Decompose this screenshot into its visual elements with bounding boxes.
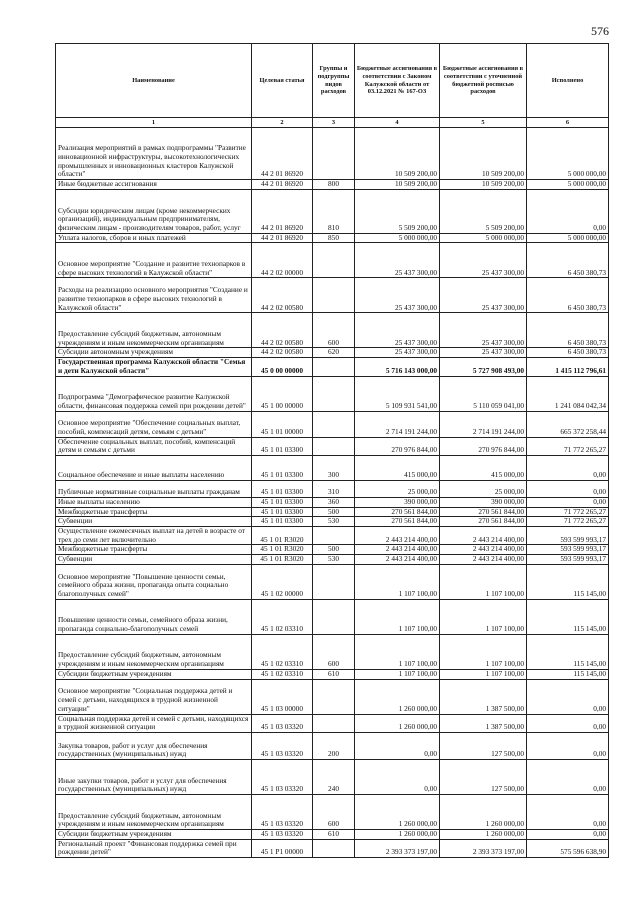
row-name-cell: Предоставление субсидий бюджетным, автономным учреждениям и иным некоммерческим организациям	[56, 634, 252, 669]
row-target-article-cell: 45 1 01 R3020	[252, 527, 313, 545]
row-executed-cell: 5 000 000,00	[527, 180, 609, 190]
row-target-article-cell: 45 1 03 03320	[252, 714, 313, 732]
row-executed-cell: 115 145,00	[527, 564, 609, 599]
header-law-allocations: Бюджетные ассигнования в соответствии с Законом Калужской области от 03.12.2021 № 167-ОЗ	[355, 44, 440, 118]
row-executed-cell: 0,00	[527, 714, 609, 732]
row-target-article-cell: 44 2 01 86920	[252, 189, 313, 233]
row-name-cell: Государственная программа Калужской области "Семья и дети Калужской области"	[56, 358, 252, 376]
row-name-cell: Основное мероприятие "Социальная поддержка детей и семей с детьми, находящихся в трудной жизненной ситуации"	[56, 679, 252, 714]
table-row	[56, 599, 609, 634]
header-name: Наименование	[56, 44, 252, 118]
row-revised-allocation-cell: 270 561 844,00	[440, 507, 527, 517]
row-law-allocation-cell: 5 109 931 541,00	[355, 376, 440, 411]
row-revised-allocation-cell: 1 107 100,00	[440, 669, 527, 679]
row-expense-group-cell	[313, 128, 355, 180]
table-row	[56, 480, 609, 497]
row-name-cell: Закупка товаров, работ и услуг для обеспечения государственных (муниципальных) нужд	[56, 732, 252, 759]
row-law-allocation-cell: 270 976 844,00	[355, 437, 440, 455]
row-target-article-cell: 45 0 00 00000	[252, 358, 313, 376]
row-expense-group-cell	[313, 564, 355, 599]
table-row	[56, 794, 609, 829]
row-name-cell: Межбюджетные трансферты	[56, 545, 252, 555]
row-law-allocation-cell: 5 000 000,00	[355, 233, 440, 243]
row-executed-cell: 0,00	[527, 189, 609, 233]
row-target-article-cell: 44 2 01 86920	[252, 233, 313, 243]
row-target-article-cell: 45 1 01 03300	[252, 455, 313, 480]
table-row	[56, 839, 609, 857]
row-revised-allocation-cell: 415 000,00	[440, 455, 527, 480]
row-executed-cell: 115 145,00	[527, 634, 609, 669]
row-law-allocation-cell: 2 443 214 400,00	[355, 555, 440, 565]
table-row	[56, 437, 609, 455]
column-number: 2	[252, 118, 313, 128]
row-law-allocation-cell: 1 260 000,00	[355, 794, 440, 829]
row-revised-allocation-cell: 5 727 908 493,00	[440, 358, 527, 376]
row-expense-group-cell	[313, 527, 355, 545]
row-revised-allocation-cell: 270 561 844,00	[440, 517, 527, 527]
row-executed-cell: 6 450 380,73	[527, 348, 609, 358]
row-law-allocation-cell: 1 260 000,00	[355, 714, 440, 732]
row-name-cell: Предоставление субсидий бюджетным, автономным учреждениям и иным некоммерческим организациям	[56, 794, 252, 829]
row-target-article-cell: 44 2 02 00000	[252, 243, 313, 278]
row-executed-cell: 0,00	[527, 497, 609, 507]
row-law-allocation-cell: 25 437 300,00	[355, 243, 440, 278]
row-name-cell: Иные бюджетные ассигнования	[56, 180, 252, 190]
row-name-cell: Субсидии бюджетным учреждениям	[56, 669, 252, 679]
row-revised-allocation-cell: 1 387 500,00	[440, 714, 527, 732]
row-target-article-cell: 45 1 01 03300	[252, 437, 313, 455]
row-expense-group-cell	[313, 679, 355, 714]
row-revised-allocation-cell: 1 107 100,00	[440, 599, 527, 634]
column-number: 1	[56, 118, 252, 128]
row-executed-cell: 115 145,00	[527, 669, 609, 679]
column-number: 5	[440, 118, 527, 128]
row-target-article-cell: 45 1 02 03310	[252, 634, 313, 669]
row-expense-group-cell: 200	[313, 732, 355, 759]
column-number-row	[56, 118, 609, 128]
row-expense-group-cell	[313, 714, 355, 732]
table-row	[56, 507, 609, 517]
row-name-cell: Уплата налогов, сборов и иных платежей	[56, 233, 252, 243]
row-expense-group-cell: 620	[313, 348, 355, 358]
row-executed-cell: 71 772 265,27	[527, 517, 609, 527]
row-revised-allocation-cell: 2 443 214 400,00	[440, 527, 527, 545]
row-name-cell: Публичные нормативные социальные выплаты гражданам	[56, 480, 252, 497]
row-name-cell: Межбюджетные трансферты	[56, 507, 252, 517]
row-target-article-cell: 45 1 03 00000	[252, 679, 313, 714]
row-executed-cell: 665 372 258,44	[527, 411, 609, 437]
row-executed-cell: 0,00	[527, 794, 609, 829]
row-executed-cell: 0,00	[527, 829, 609, 839]
table-row	[56, 128, 609, 180]
row-name-cell: Повышение ценности семьи, семейного образа жизни, пропаганда социально-благополучных семей	[56, 599, 252, 634]
header-revised-allocations: Бюджетные ассигнования в соответствии с уточненной бюджетной росписью расходов	[440, 44, 527, 118]
row-revised-allocation-cell: 5 000 000,00	[440, 233, 527, 243]
row-executed-cell: 593 599 993,17	[527, 545, 609, 555]
page-number: 576	[591, 24, 609, 38]
row-target-article-cell: 45 1 01 R3020	[252, 555, 313, 565]
row-expense-group-cell	[313, 243, 355, 278]
row-target-article-cell: 45 1 02 03310	[252, 669, 313, 679]
row-law-allocation-cell: 270 561 844,00	[355, 517, 440, 527]
row-expense-group-cell	[313, 839, 355, 857]
row-target-article-cell: 44 2 02 00580	[252, 278, 313, 313]
table-row	[56, 527, 609, 545]
row-name-cell: Расходы на реализацию основного мероприятия "Создание и развитие технопарков в сфере высоких технологий в Калужской области"	[56, 278, 252, 313]
table-row	[56, 243, 609, 278]
row-law-allocation-cell: 2 393 373 197,00	[355, 839, 440, 857]
row-expense-group-cell	[313, 599, 355, 634]
table-row	[56, 829, 609, 839]
row-revised-allocation-cell: 10 509 200,00	[440, 180, 527, 190]
row-expense-group-cell: 300	[313, 455, 355, 480]
row-executed-cell: 575 596 638,90	[527, 839, 609, 857]
row-law-allocation-cell: 1 260 000,00	[355, 679, 440, 714]
table-row	[56, 348, 609, 358]
row-law-allocation-cell: 1 107 100,00	[355, 564, 440, 599]
row-revised-allocation-cell: 1 107 100,00	[440, 634, 527, 669]
row-executed-cell: 1 241 084 042,34	[527, 376, 609, 411]
row-name-cell: Реализация мероприятий в рамках подпрограммы "Развитие инновационной инфраструктуры, высокотехнологических промышленных и инновационных кластеров Калужской области"	[56, 128, 252, 180]
row-name-cell: Иные выплаты населению	[56, 497, 252, 507]
row-target-article-cell: 45 1 02 03310	[252, 599, 313, 634]
row-executed-cell: 593 599 993,17	[527, 527, 609, 545]
column-number: 6	[527, 118, 609, 128]
row-executed-cell: 1 415 112 796,61	[527, 358, 609, 376]
row-target-article-cell: 45 1 01 R3020	[252, 545, 313, 555]
row-law-allocation-cell: 10 509 200,00	[355, 180, 440, 190]
row-expense-group-cell: 530	[313, 555, 355, 565]
row-expense-group-cell: 310	[313, 480, 355, 497]
row-executed-cell: 6 450 380,73	[527, 243, 609, 278]
row-law-allocation-cell: 5 716 143 000,00	[355, 358, 440, 376]
row-revised-allocation-cell: 5 110 059 041,00	[440, 376, 527, 411]
row-law-allocation-cell: 1 107 100,00	[355, 634, 440, 669]
budget-execution-table	[55, 43, 609, 858]
table-row	[56, 358, 609, 376]
row-expense-group-cell: 610	[313, 829, 355, 839]
table-row	[56, 517, 609, 527]
table-row	[56, 376, 609, 411]
row-executed-cell: 115 145,00	[527, 599, 609, 634]
row-revised-allocation-cell: 1 387 500,00	[440, 679, 527, 714]
row-expense-group-cell	[313, 411, 355, 437]
row-name-cell: Социальная поддержка детей и семей с детьми, находящихся в трудной жизненной ситуации	[56, 714, 252, 732]
row-executed-cell: 6 450 380,73	[527, 278, 609, 313]
row-law-allocation-cell: 1 107 100,00	[355, 669, 440, 679]
row-target-article-cell: 45 1 03 03320	[252, 759, 313, 794]
table-row	[56, 278, 609, 313]
row-expense-group-cell: 600	[313, 634, 355, 669]
row-name-cell: Субсидии юридическим лицам (кроме некоммерческих организаций), индивидуальным предпринимателям, физическим лицам - производителям товаров, работ, услуг	[56, 189, 252, 233]
table-row	[56, 545, 609, 555]
row-name-cell: Субсидии автономным учреждениям	[56, 348, 252, 358]
row-revised-allocation-cell: 5 509 200,00	[440, 189, 527, 233]
row-expense-group-cell: 850	[313, 233, 355, 243]
row-expense-group-cell: 500	[313, 507, 355, 517]
header-target-article: Целевая статья	[252, 44, 313, 118]
row-revised-allocation-cell: 1 260 000,00	[440, 794, 527, 829]
row-name-cell: Иные закупки товаров, работ и услуг для обеспечения государственных (муниципальных) нужд	[56, 759, 252, 794]
column-number: 3	[313, 118, 355, 128]
row-law-allocation-cell: 10 509 200,00	[355, 128, 440, 180]
header-expense-groups: Группы и подгруппы видов расходов	[313, 44, 355, 118]
row-revised-allocation-cell: 25 437 300,00	[440, 348, 527, 358]
row-expense-group-cell: 810	[313, 189, 355, 233]
row-expense-group-cell	[313, 376, 355, 411]
row-target-article-cell: 45 1 01 03300	[252, 507, 313, 517]
row-target-article-cell: 45 1 02 00000	[252, 564, 313, 599]
row-name-cell: Предоставление субсидий бюджетным, автономным учреждениям и иным некоммерческим организациям	[56, 313, 252, 348]
row-revised-allocation-cell: 127 500,00	[440, 759, 527, 794]
row-expense-group-cell: 360	[313, 497, 355, 507]
table-row	[56, 759, 609, 794]
row-expense-group-cell: 240	[313, 759, 355, 794]
row-executed-cell: 5 000 000,00	[527, 128, 609, 180]
row-revised-allocation-cell: 270 976 844,00	[440, 437, 527, 455]
table-row	[56, 732, 609, 759]
row-executed-cell: 71 772 265,27	[527, 437, 609, 455]
row-revised-allocation-cell: 25 437 300,00	[440, 278, 527, 313]
row-target-article-cell: 44 2 01 86920	[252, 180, 313, 190]
row-law-allocation-cell: 25 000,00	[355, 480, 440, 497]
row-executed-cell: 0,00	[527, 679, 609, 714]
row-target-article-cell: 45 1 01 00000	[252, 411, 313, 437]
row-expense-group-cell: 500	[313, 545, 355, 555]
row-target-article-cell: 45 1 01 03300	[252, 517, 313, 527]
row-law-allocation-cell: 270 561 844,00	[355, 507, 440, 517]
header-executed: Исполнено	[527, 44, 609, 118]
row-target-article-cell: 44 2 01 86920	[252, 128, 313, 180]
row-revised-allocation-cell: 2 393 373 197,00	[440, 839, 527, 857]
row-revised-allocation-cell: 25 437 300,00	[440, 313, 527, 348]
row-executed-cell: 0,00	[527, 455, 609, 480]
row-revised-allocation-cell: 2 443 214 400,00	[440, 555, 527, 565]
row-revised-allocation-cell: 10 509 200,00	[440, 128, 527, 180]
table-row	[56, 679, 609, 714]
row-law-allocation-cell: 390 000,00	[355, 497, 440, 507]
table-row	[56, 497, 609, 507]
row-revised-allocation-cell: 390 000,00	[440, 497, 527, 507]
row-revised-allocation-cell: 25 000,00	[440, 480, 527, 497]
row-name-cell: Основное мероприятие "Создание и развитие технопарков в сфере высоких технологий в Калужской области"	[56, 243, 252, 278]
row-target-article-cell: 44 2 02 00580	[252, 313, 313, 348]
row-expense-group-cell: 800	[313, 180, 355, 190]
table-row	[56, 455, 609, 480]
row-revised-allocation-cell: 2 714 191 244,00	[440, 411, 527, 437]
row-target-article-cell: 45 1 P1 00000	[252, 839, 313, 857]
table-body	[56, 128, 609, 858]
row-law-allocation-cell: 0,00	[355, 732, 440, 759]
row-law-allocation-cell: 415 000,00	[355, 455, 440, 480]
row-law-allocation-cell: 5 509 200,00	[355, 189, 440, 233]
row-name-cell: Осуществление ежемесячных выплат на детей в возрасте от трех до семи лет включительно	[56, 527, 252, 545]
row-target-article-cell: 44 2 02 00580	[252, 348, 313, 358]
row-law-allocation-cell: 25 437 300,00	[355, 348, 440, 358]
row-name-cell: Субсидии бюджетным учреждениям	[56, 829, 252, 839]
row-target-article-cell: 45 1 01 03300	[252, 480, 313, 497]
table-row	[56, 189, 609, 233]
table-row	[56, 411, 609, 437]
row-executed-cell: 0,00	[527, 759, 609, 794]
row-name-cell: Социальное обеспечение и иные выплаты населению	[56, 455, 252, 480]
row-target-article-cell: 45 1 03 03320	[252, 732, 313, 759]
table-row	[56, 714, 609, 732]
row-target-article-cell: 45 1 00 00000	[252, 376, 313, 411]
table-row	[56, 180, 609, 190]
row-name-cell: Обеспечение социальных выплат, пособий, компенсаций детям и семьям с детьми	[56, 437, 252, 455]
row-law-allocation-cell: 25 437 300,00	[355, 313, 440, 348]
table-row	[56, 555, 609, 565]
row-law-allocation-cell: 2 443 214 400,00	[355, 527, 440, 545]
row-expense-group-cell: 600	[313, 794, 355, 829]
table-row	[56, 634, 609, 669]
row-name-cell: Основное мероприятие "Повышение ценности семьи, семейного образа жизни, пропаганда опыта социально благополучных семей"	[56, 564, 252, 599]
row-revised-allocation-cell: 1 260 000,00	[440, 829, 527, 839]
row-name-cell: Субвенции	[56, 517, 252, 527]
row-executed-cell: 593 599 993,17	[527, 555, 609, 565]
table-row	[56, 669, 609, 679]
row-law-allocation-cell: 2 443 214 400,00	[355, 545, 440, 555]
row-name-cell: Основное мероприятие "Обеспечение социальных выплат, пособий, компенсаций детям, семьям с детьми"	[56, 411, 252, 437]
row-target-article-cell: 45 1 01 03300	[252, 497, 313, 507]
row-law-allocation-cell: 25 437 300,00	[355, 278, 440, 313]
row-name-cell: Региональный проект "Финансовая поддержка семей при рождении детей"	[56, 839, 252, 857]
table-row	[56, 564, 609, 599]
row-revised-allocation-cell: 127 500,00	[440, 732, 527, 759]
row-expense-group-cell	[313, 437, 355, 455]
row-expense-group-cell	[313, 278, 355, 313]
row-law-allocation-cell: 1 260 000,00	[355, 829, 440, 839]
row-law-allocation-cell: 0,00	[355, 759, 440, 794]
table-row	[56, 313, 609, 348]
row-executed-cell: 0,00	[527, 480, 609, 497]
row-expense-group-cell: 610	[313, 669, 355, 679]
row-revised-allocation-cell: 25 437 300,00	[440, 243, 527, 278]
row-revised-allocation-cell: 2 443 214 400,00	[440, 545, 527, 555]
row-expense-group-cell: 530	[313, 517, 355, 527]
table-header-row	[56, 44, 609, 118]
row-law-allocation-cell: 2 714 191 244,00	[355, 411, 440, 437]
row-executed-cell: 6 450 380,73	[527, 313, 609, 348]
row-revised-allocation-cell: 1 107 100,00	[440, 564, 527, 599]
column-number: 4	[355, 118, 440, 128]
table-row	[56, 233, 609, 243]
row-target-article-cell: 45 1 03 03320	[252, 829, 313, 839]
row-executed-cell: 5 000 000,00	[527, 233, 609, 243]
row-target-article-cell: 45 1 03 03320	[252, 794, 313, 829]
row-expense-group-cell	[313, 358, 355, 376]
row-name-cell: Подпрограмма "Демографическое развитие Калужской области, финансовая поддержка семей при рождении детей"	[56, 376, 252, 411]
row-expense-group-cell: 600	[313, 313, 355, 348]
row-law-allocation-cell: 1 107 100,00	[355, 599, 440, 634]
row-executed-cell: 71 772 265,27	[527, 507, 609, 517]
row-executed-cell: 0,00	[527, 732, 609, 759]
row-name-cell: Субвенции	[56, 555, 252, 565]
